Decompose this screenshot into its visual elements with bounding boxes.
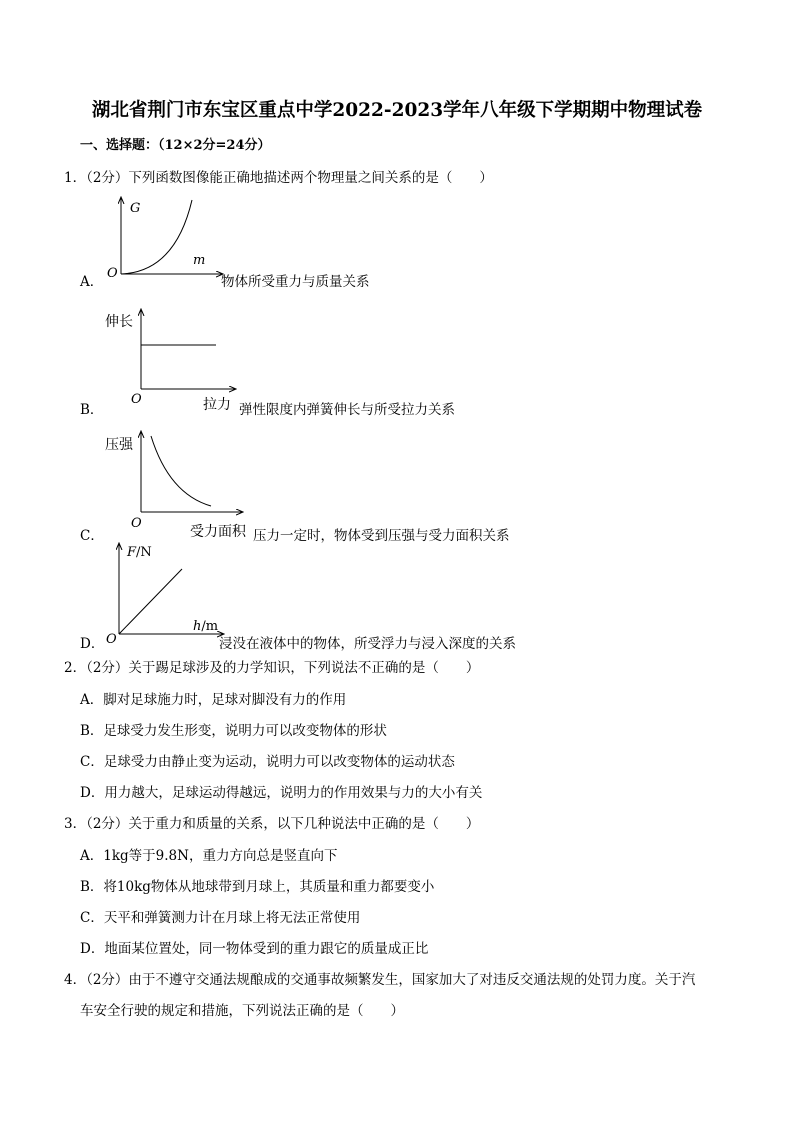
section-heading: 一、选择题：（12×2分=24分） <box>80 138 271 153</box>
question-4-stem-line2: 车安全行驶的规定和措施，下列说法正确的是（ ） <box>80 1003 404 1019</box>
origin-d: O <box>106 632 117 647</box>
x-label-a: m <box>193 253 206 268</box>
option-a-letter: A． <box>80 274 104 290</box>
q3-option-a: A．1kg等于9.8N，重力方向总是竖直向下 <box>80 848 338 864</box>
option-d-letter: D． <box>80 636 105 652</box>
graph-d <box>100 540 230 648</box>
question-4-stem-line1: 4．（2分）由于不遵守交通法规酿成的交通事故频繁发生，国家加大了对违反交通法规的处罚力度。关于汽 <box>64 972 696 988</box>
graph-a <box>100 194 230 284</box>
option-b-caption: 弹性限度内弹簧伸长与所受拉力关系 <box>239 402 455 418</box>
option-b-letter: B． <box>80 402 104 418</box>
question-3-stem: 3．（2分）关于重力和质量的关系，以下几种说法中正确的是（ ） <box>64 816 480 832</box>
option-d-caption: 浸没在液体中的物体，所受浮力与浸入深度的关系 <box>219 636 516 652</box>
q2-option-d: D．用力越大，足球运动得越远，说明力的作用效果与力的大小有关 <box>80 785 483 801</box>
q3-option-d: D．地面某位置处，同一物体受到的重力跟它的质量成正比 <box>80 941 429 957</box>
option-c-caption: 压力一定时，物体受到压强与受力面积关系 <box>253 528 510 544</box>
line-d <box>119 569 182 634</box>
curve-c <box>151 436 211 506</box>
origin-b: O <box>131 392 142 407</box>
x-label-c: 受力面积 <box>190 524 246 540</box>
q2-option-b: B．足球受力发生形变，说明力可以改变物体的形状 <box>80 723 387 739</box>
q3-option-c: C．天平和弹簧测力计在月球上将无法正常使用 <box>80 910 361 926</box>
y-label-c: 压强 <box>105 437 133 453</box>
page-title: 湖北省荆门市东宝区重点中学2022-2023学年八年级下学期期中物理试卷 <box>91 100 703 121</box>
option-a-caption: 物体所受重力与质量关系 <box>221 274 370 290</box>
q2-option-c: C．足球受力由静止变为运动，说明力可以改变物体的运动状态 <box>80 754 455 770</box>
question-2-stem: 2．（2分）关于踢足球涉及的力学知识，下列说法不正确的是（ ） <box>64 660 480 676</box>
graph-c <box>100 428 260 540</box>
graph-b <box>100 304 240 414</box>
origin-c: O <box>131 516 142 531</box>
y-label-a: G <box>130 201 141 216</box>
option-c-letter: C． <box>80 528 104 544</box>
y-label-b: 伸长 <box>105 314 133 330</box>
q2-option-a: A．脚对足球施力时，足球对脚没有力的作用 <box>80 692 347 708</box>
q3-option-b: B．将10kg物体从地球带到月球上，其质量和重力都要变小 <box>80 879 435 895</box>
y-label-d: F/N <box>127 545 152 560</box>
x-label-b: 拉力 <box>203 397 231 413</box>
question-1-stem: 1．（2分）下列函数图像能正确地描述两个物理量之间关系的是（ ） <box>64 170 493 186</box>
origin-a: O <box>107 266 118 281</box>
x-label-d: h/m <box>193 619 219 634</box>
